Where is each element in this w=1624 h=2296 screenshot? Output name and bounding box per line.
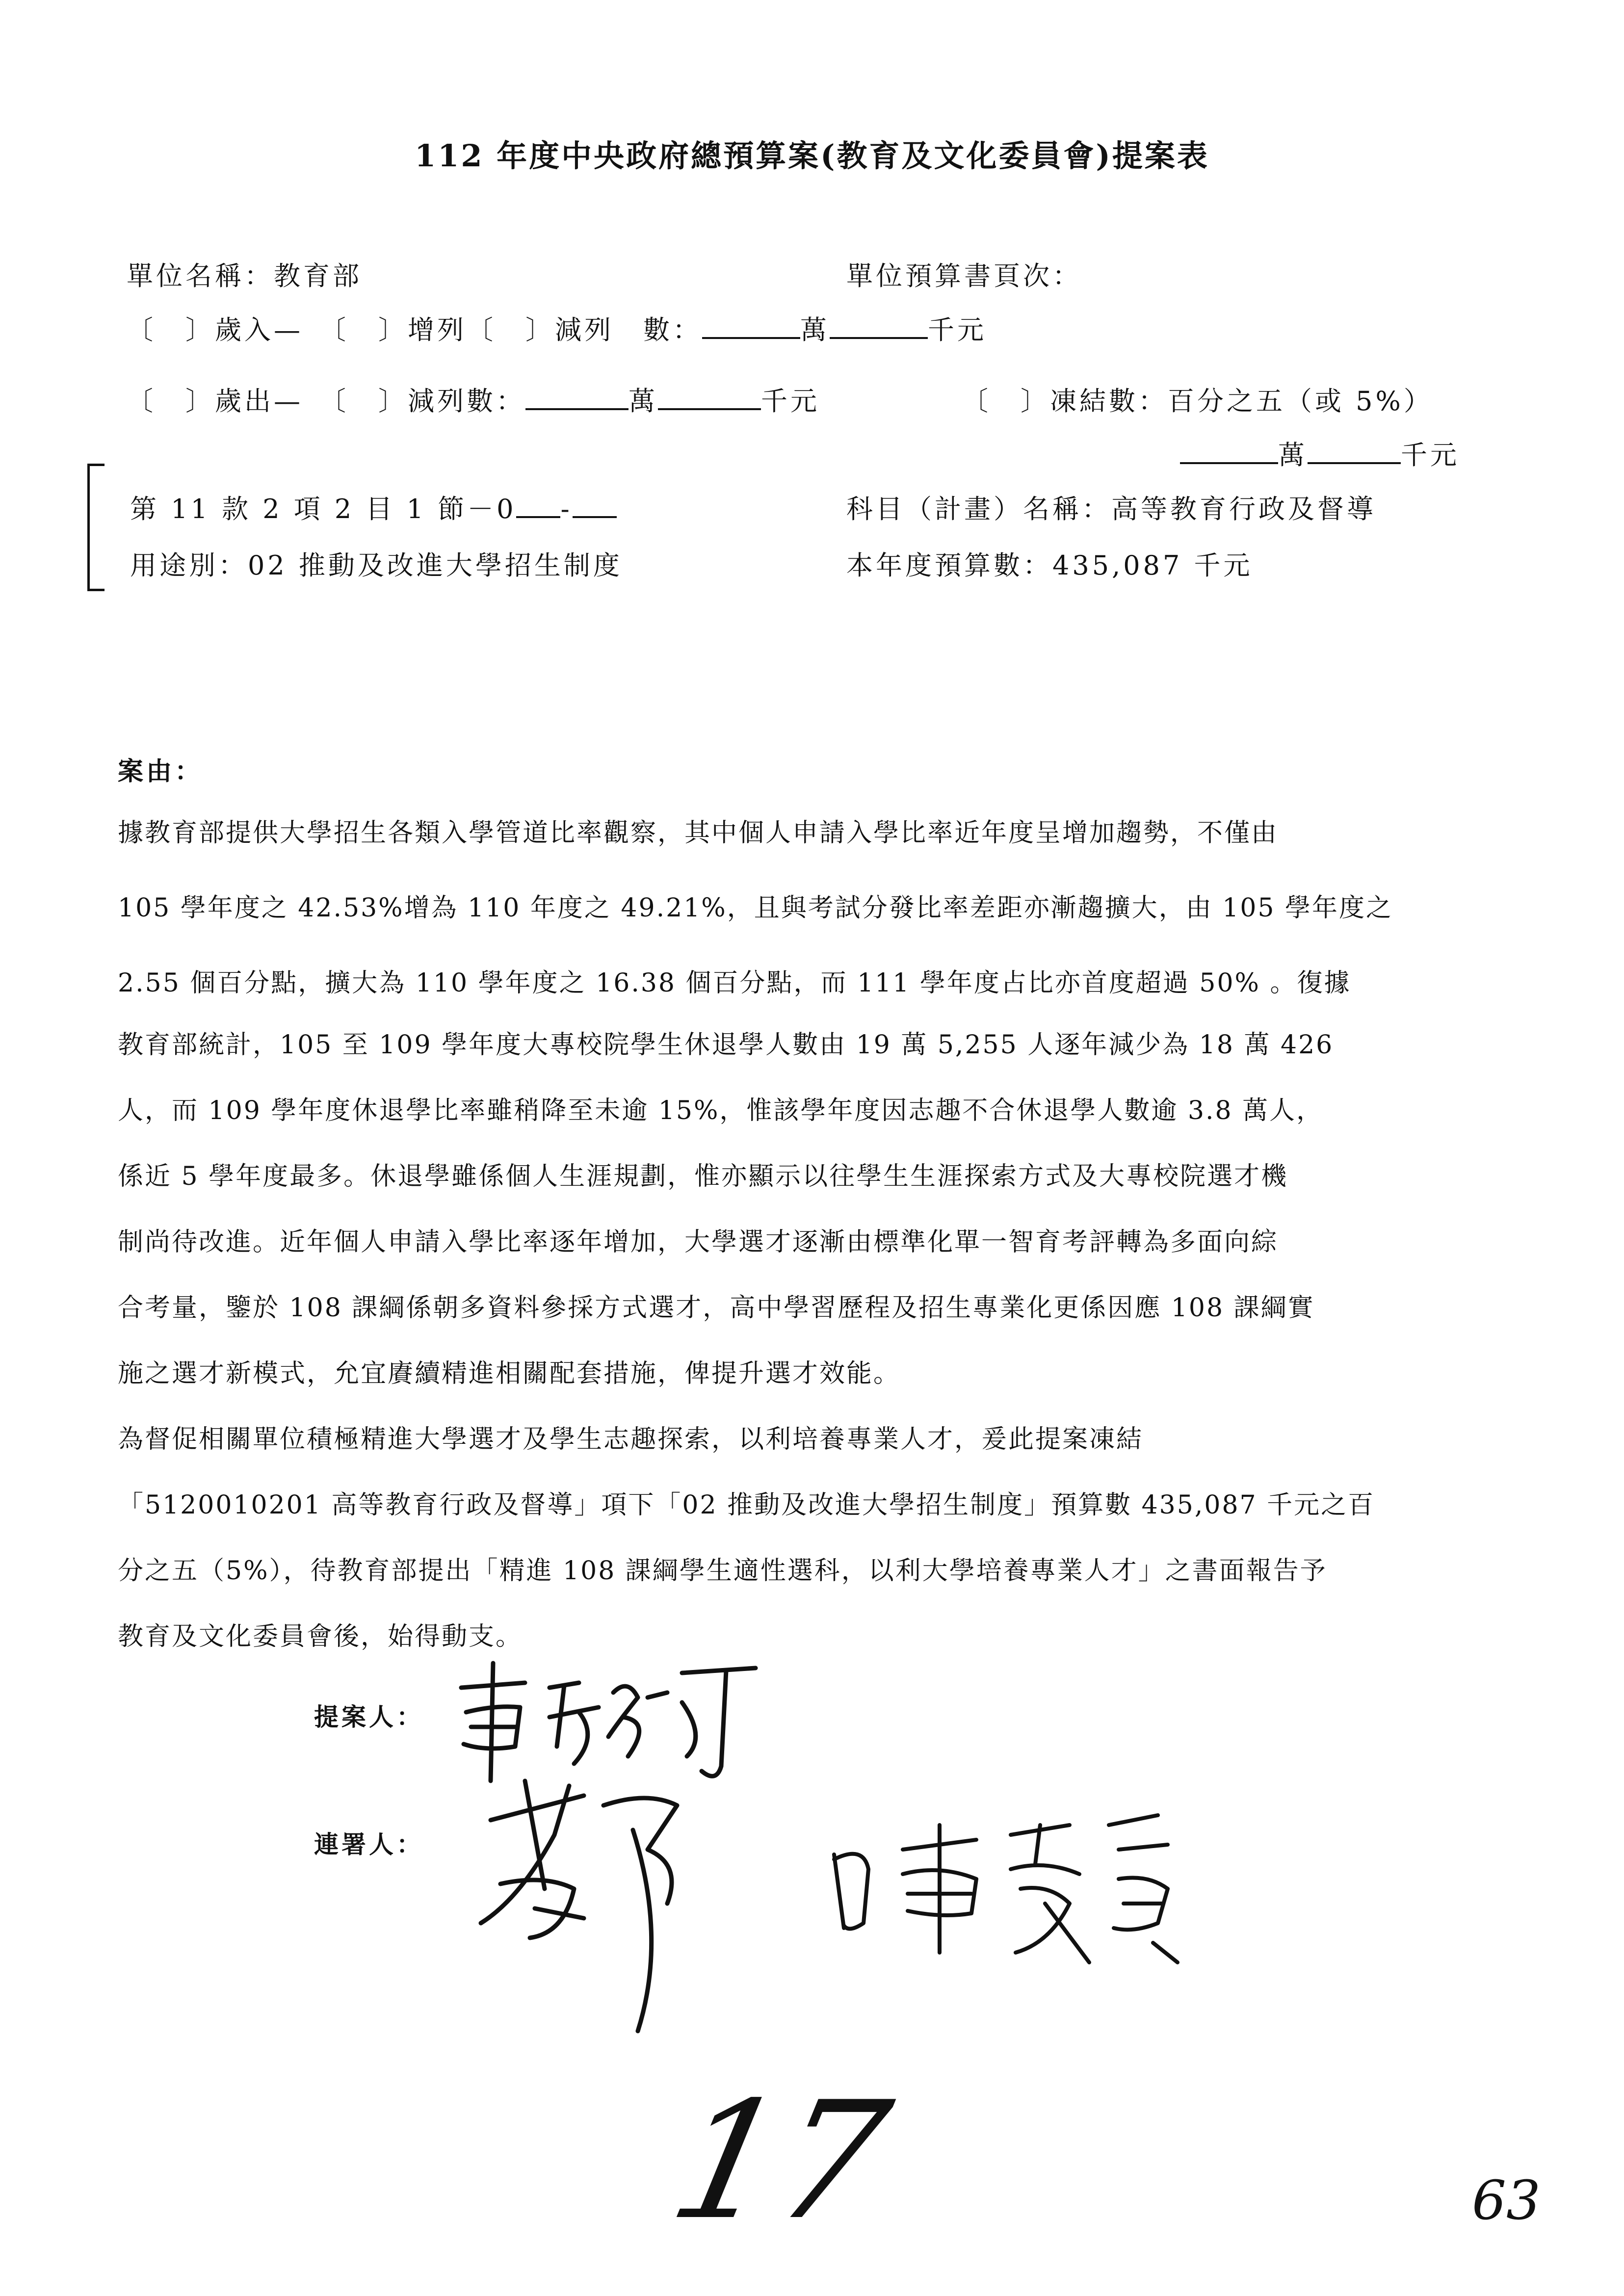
- revenue-prefix: 〔 〕歲入— 〔 〕增列〔 〕減列 數：: [127, 314, 702, 345]
- reason-line: 教育部統計，105 至 109 學年度大專校院學生休退學人數由 19 萬 5,255 人逐年減少為 18 萬 426: [118, 1030, 1334, 1060]
- expense-qian-unit: 千元: [761, 386, 820, 417]
- freeze-amount-row: [1180, 434, 1460, 472]
- reason-line: 分之五（5%），待教育部提出「精進 108 課綱學生適性選科，以利大學培養專業人才」之書面報告予: [118, 1556, 1327, 1586]
- handwritten-page-number: 17: [657, 2067, 903, 2255]
- freeze-qian-blank: [1308, 443, 1401, 464]
- expense-qian-blank: [658, 389, 761, 410]
- expense-wan-blank: [525, 389, 629, 410]
- expense-wan-unit: 萬: [629, 386, 658, 417]
- revenue-wan-blank: [702, 317, 800, 339]
- reason-line: 為督促相關單位積極精進大學選才及學生志趣探索，以利培養專業人才，爰此提案凍結: [118, 1425, 1144, 1454]
- page-number: 63: [1472, 2169, 1541, 2232]
- page-title: 112 年度中央政府總預算案(教育及文化委員會)提案表: [415, 138, 1209, 174]
- cosigner-signature-1: [471, 1776, 726, 2041]
- section-blank-2: [573, 496, 617, 518]
- reason-line: 「5120010201 高等教育行政及督導」項下「02 推動及改進大學招生制度」預算數 435,087 千元之百: [118, 1490, 1375, 1520]
- cosigner-label: 連署人：: [314, 1830, 424, 1859]
- unit-page: 單位預算書頁次：: [846, 261, 1082, 291]
- section-code: 第 11 款 2 項 2 目 1 節－0: [130, 494, 517, 524]
- reason-label: 案由：: [118, 757, 204, 786]
- reason-line: 係近 5 學年度最多。休退學雖係個人生涯規劃，惟亦顯示以往學生生涯探索方式及大專校院選才機: [118, 1162, 1288, 1191]
- freeze-wan-unit: 萬: [1278, 440, 1308, 470]
- reason-line: 人，而 109 學年度休退學比率雖稍降至未逾 15%，惟該學年度因志趣不合休退學人數逾 3.8 萬人，: [118, 1096, 1324, 1125]
- reason-line: 105 學年度之 42.53%增為 110 年度之 49.21%，且與考試分發比率差距亦漸趨擴大，由 105 學年度之: [118, 893, 1393, 923]
- reason-line: 2.55 個百分點，擴大為 110 學年度之 16.38 個百分點，而 111 學年度占比亦首度超過 50% 。復據: [118, 968, 1351, 998]
- usage: 用途別：02 推動及改進大學招生制度: [130, 550, 623, 581]
- reason-line: 制尚待改進。近年個人申請入學比率逐年增加，大學選才逐漸由標準化單一智育考評轉為多面向綜: [118, 1227, 1279, 1257]
- revenue-qian-blank: [830, 317, 928, 339]
- revenue-qian-unit: 千元: [928, 314, 987, 345]
- section-bracket: [87, 464, 105, 591]
- section-row: [130, 488, 617, 526]
- expense-row: [127, 380, 820, 418]
- freeze-wan-blank: [1180, 443, 1278, 464]
- freeze-qian-unit: 千元: [1401, 440, 1460, 470]
- freeze-row: 〔 〕凍結數：百分之五（或 5%）: [962, 386, 1433, 417]
- expense-prefix: 〔 〕歲出— 〔 〕減列數：: [127, 386, 525, 417]
- subject-name: 科目（計畫）名稱：高等教育行政及督導: [846, 494, 1376, 524]
- revenue-row: [127, 309, 987, 347]
- section-dash: -: [560, 494, 573, 524]
- unit-name: 單位名稱：教育部: [127, 261, 362, 291]
- budget-amount: 本年度預算數：435,087 千元: [846, 550, 1253, 581]
- cosigner-signature-2: [814, 1805, 1187, 1972]
- revenue-wan-unit: 萬: [800, 314, 830, 345]
- reason-line: 合考量，鑒於 108 課綱係朝多資料參採方式選才，高中學習歷程及招生專業化更係因應 108 課綱實: [118, 1293, 1315, 1323]
- reason-line: 教育及文化委員會後，始得動支。: [118, 1622, 523, 1651]
- proposer-label: 提案人：: [314, 1702, 424, 1731]
- section-blank-1: [516, 496, 560, 518]
- reason-line: 據教育部提供大學招生各類入學管道比率觀察，其中個人申請入學比率近年度呈增加趨勢，不僅由: [118, 818, 1279, 848]
- reason-line: 施之選才新模式，允宜賡續精進相關配套措施，俾提升選才效能。: [118, 1359, 901, 1388]
- proposer-signature: [451, 1658, 765, 1786]
